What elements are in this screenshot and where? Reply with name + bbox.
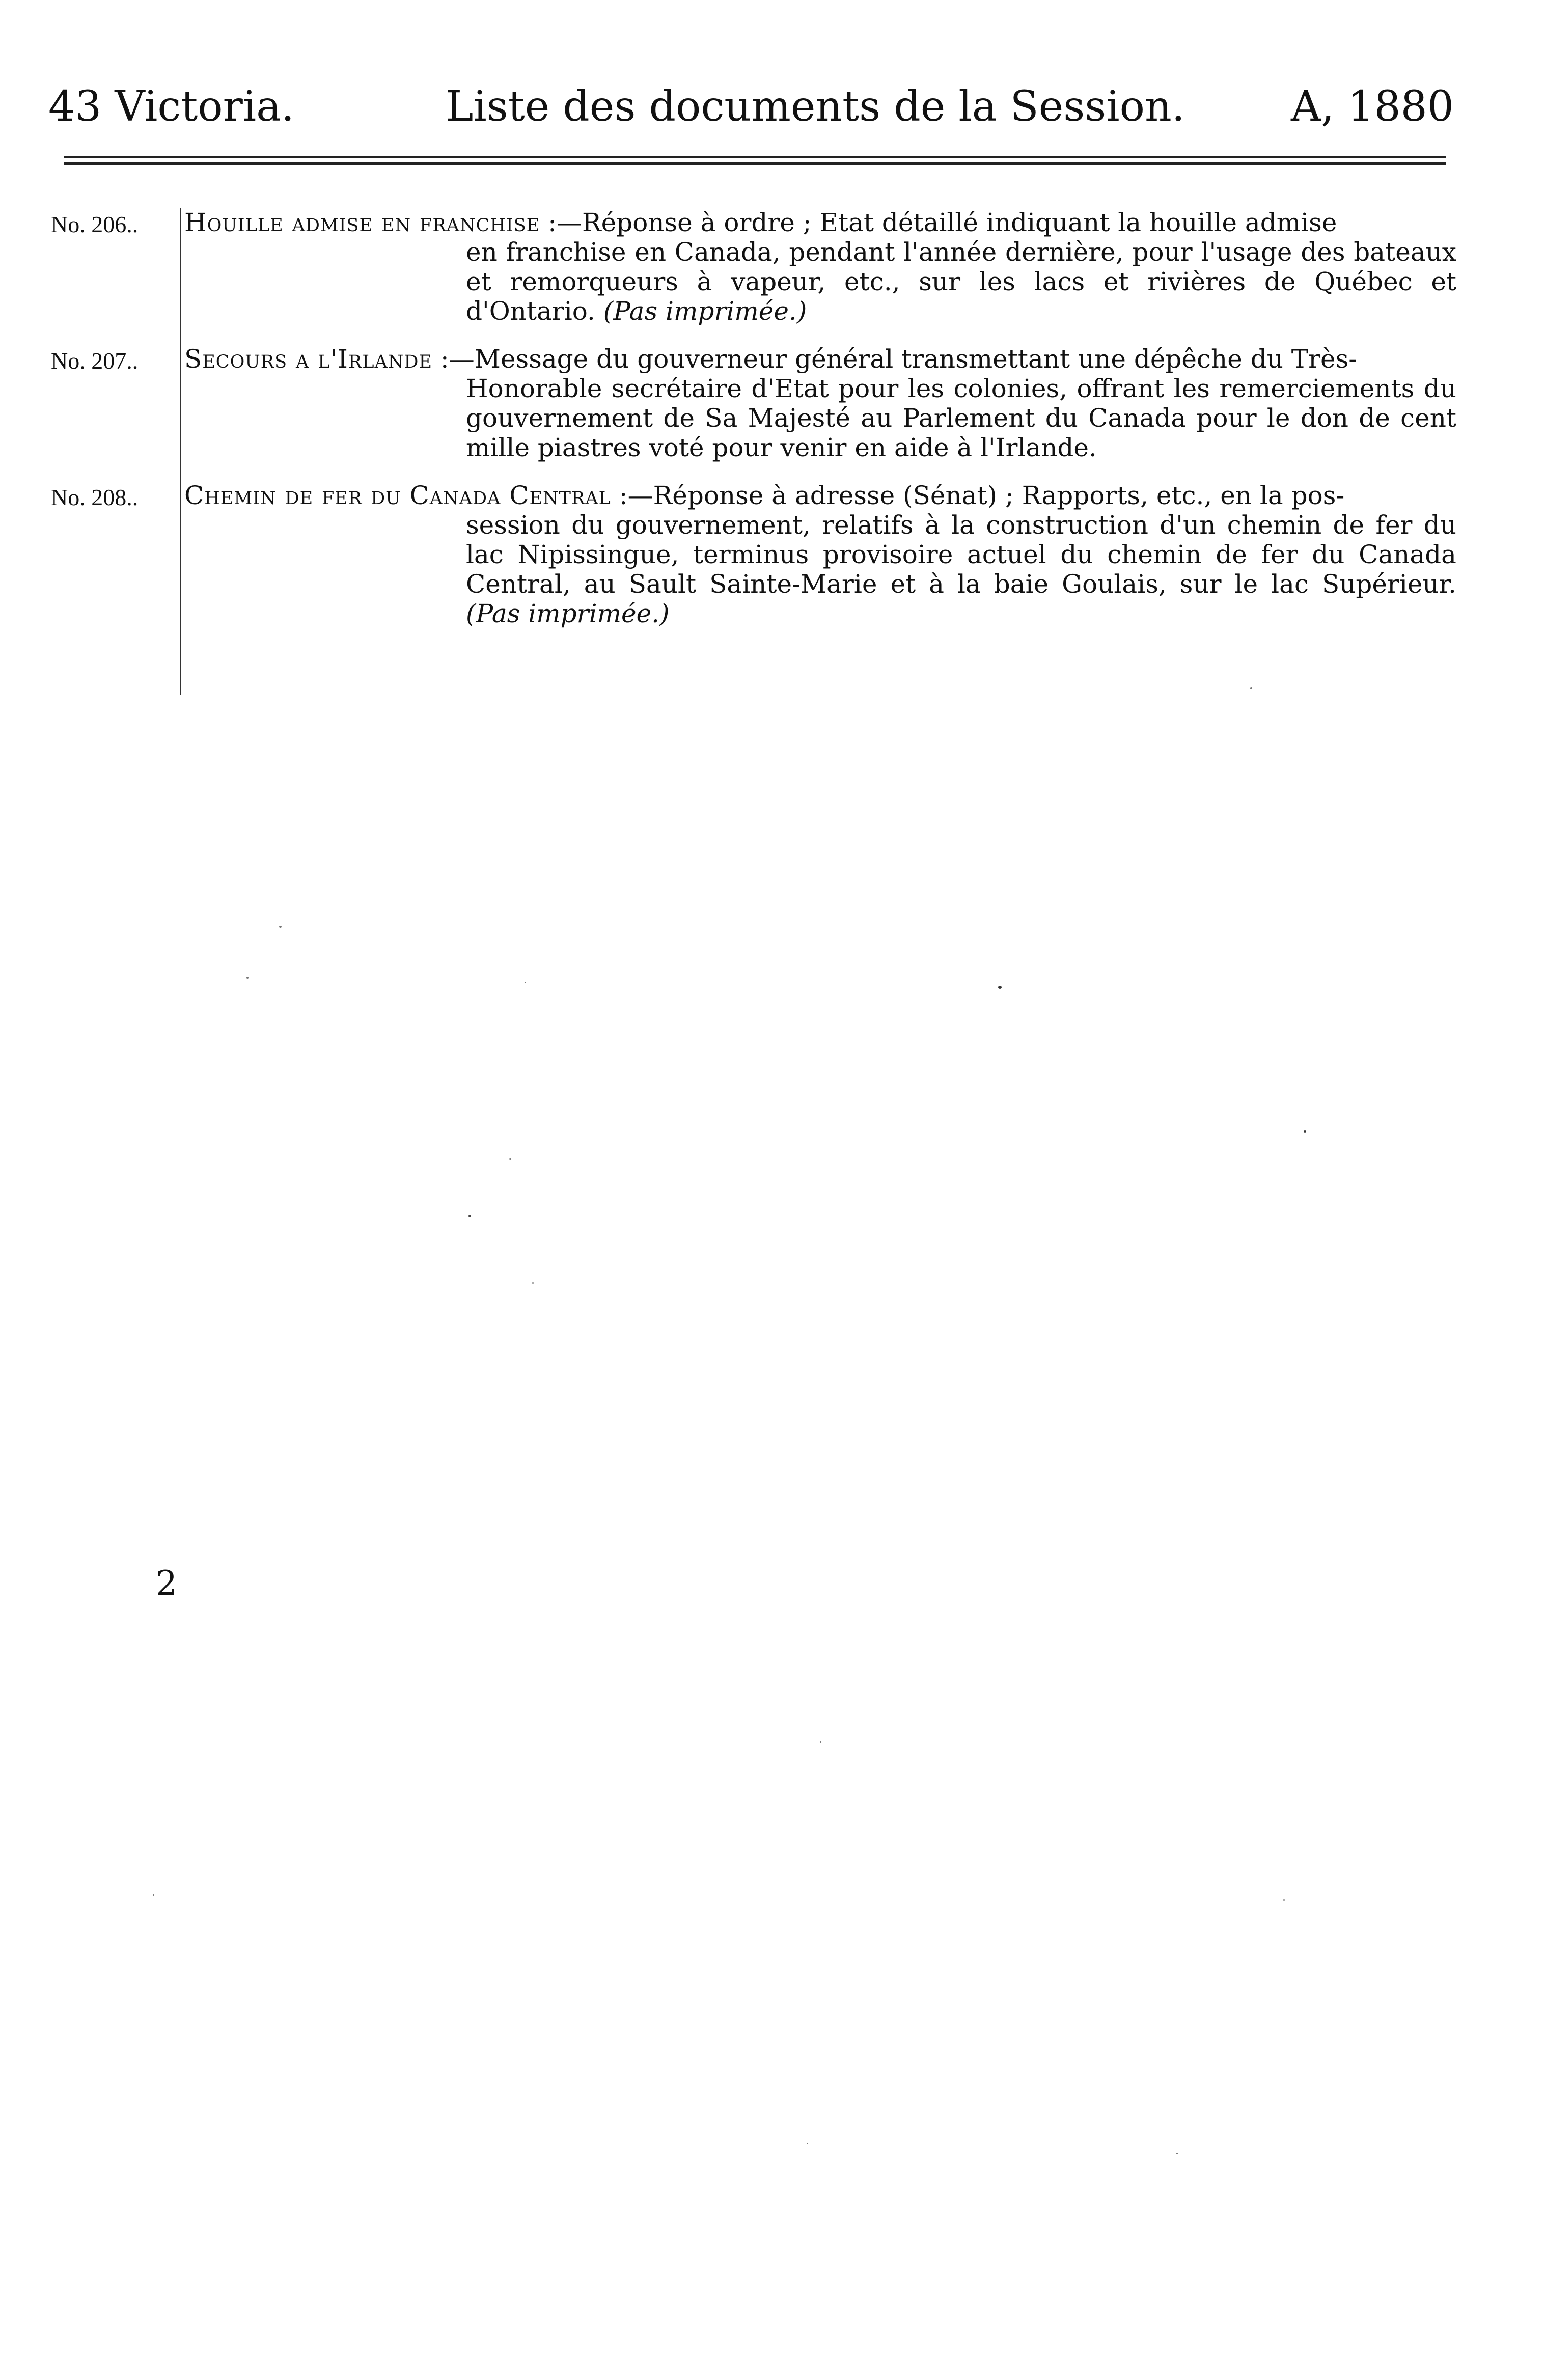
header-title: Liste des documents de la Session.: [446, 82, 1185, 131]
document-title: Houille admise en franchise: [184, 208, 540, 237]
description-lead: :—Réponse à ordre ; Etat détaillé indiquant la houille admise: [540, 208, 1337, 237]
header-volume: 43 Victoria.: [48, 82, 295, 131]
column-divider: [180, 481, 181, 695]
document-number: No. 208..: [51, 484, 139, 510]
thick-rule: [64, 162, 1446, 165]
page-number: 2: [156, 1564, 177, 1603]
description-text: session du gouvernement, relatifs à la construction d'un chemin de fer du lac Nipissingue, terminus provisoire actuel du chemin de fer du Canada Central, au Sault Sainte-Marie et à la baie Goulais, sur le lac Supérieur.: [466, 510, 1456, 599]
list-item: [51, 344, 1456, 481]
thin-rule: [64, 156, 1446, 158]
scan-speck: [1304, 1130, 1306, 1133]
document-description: [184, 344, 1456, 462]
document-number: No. 207..: [51, 348, 139, 374]
scan-speck: [1283, 1899, 1285, 1901]
header-year: A, 1880: [1290, 82, 1454, 131]
scan-speck: [468, 1215, 471, 1217]
description-lead: :—Réponse à adresse (Sénat) ; Rapports, etc., en la pos-: [611, 481, 1345, 510]
scan-speck: [279, 926, 282, 928]
list-item: [51, 208, 1456, 344]
running-header: [48, 81, 1454, 137]
description-first-line: [184, 344, 1456, 374]
scan-speck: [246, 977, 249, 979]
column-divider: [180, 208, 181, 344]
description-first-line: [184, 208, 1456, 237]
description-lead: :—Message du gouverneur général transmettant une dépêche du Très-: [432, 344, 1358, 374]
document-list: [51, 208, 1456, 695]
document-number: No. 206..: [51, 211, 139, 237]
document-description: [184, 481, 1456, 628]
description-continuation: [466, 510, 1456, 628]
scan-speck: [525, 982, 526, 983]
scan-speck: [1250, 687, 1252, 689]
scan-speck: [509, 1158, 511, 1160]
scan-speck: [998, 986, 1002, 989]
description-text: en franchise en Canada, pendant l'année dernière, pour l'usage des bateaux et remorqueurs à vapeur, etc., sur les lacs et rivières de Québec et d'Ontario.: [466, 237, 1456, 326]
description-continuation: [466, 374, 1456, 462]
scan-speck: [153, 1894, 154, 1896]
column-divider: [180, 344, 181, 481]
list-item: [51, 481, 1456, 695]
header-rule: [64, 156, 1446, 165]
description-text: Honorable secrétaire d'Etat pour les colonies, offrant les remerciements du gouvernement de Sa Majesté au Parlement du Canada pour le don de cent mille piastres voté pour venir en aide à l'Irlande.: [466, 374, 1456, 462]
description-first-line: [184, 481, 1456, 510]
scan-speck: [820, 1741, 821, 1743]
scan-speck: [1176, 2153, 1178, 2154]
document-title: Secours a l'Irlande: [184, 344, 433, 374]
document-description: [184, 208, 1456, 326]
print-note: (Pas imprimée.): [466, 599, 670, 628]
print-note: (Pas imprimée.): [603, 296, 807, 326]
scan-speck: [807, 2143, 808, 2144]
scan-speck: [532, 1282, 534, 1284]
description-continuation: [466, 237, 1456, 326]
document-title: Chemin de fer du Canada Central: [184, 481, 611, 510]
